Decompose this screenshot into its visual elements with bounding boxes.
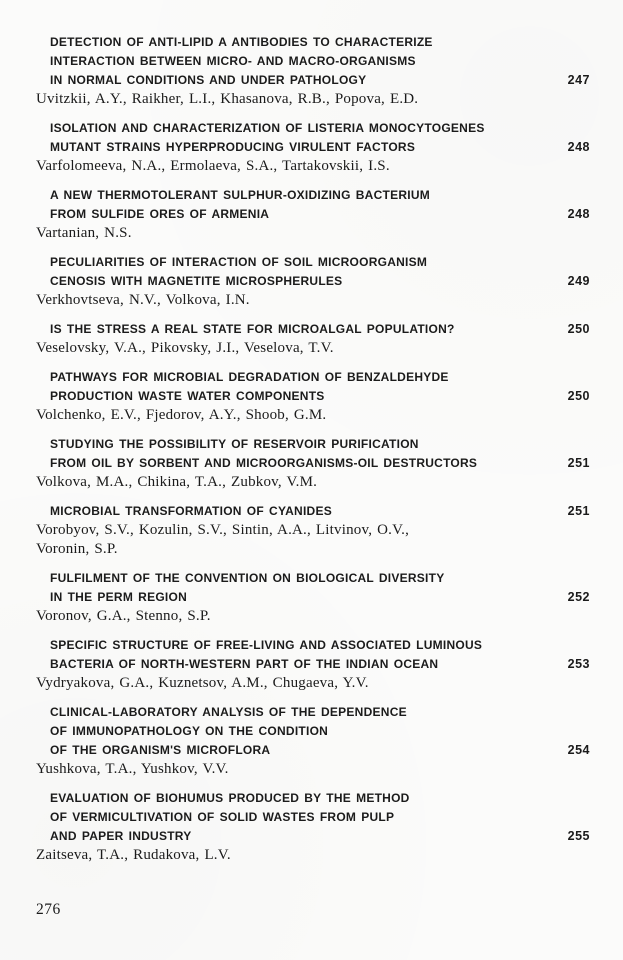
entry-authors bbox=[36, 291, 590, 310]
entry-authors bbox=[36, 521, 590, 559]
entry-authors bbox=[36, 760, 590, 779]
entry-title bbox=[36, 636, 482, 674]
entry-title-block bbox=[36, 703, 590, 760]
entry-title-line: CLINICAL-LABORATORY ANALYSIS OF THE DEPENDENCE bbox=[50, 705, 407, 719]
entry-title-line: FULFILMENT OF THE CONVENTION ON BIOLOGICAL DIVERSITY bbox=[50, 571, 445, 585]
entry-page-number: 247 bbox=[567, 73, 590, 87]
entry-title-line: FROM OIL BY SORBENT AND MICROORGANISMS-OIL DESTRUCTORS bbox=[50, 456, 478, 470]
entry-title bbox=[36, 320, 455, 339]
entry-title-line: PECULIARITIES OF INTERACTION OF SOIL MICROORGANISM bbox=[50, 255, 428, 269]
entry-title-line: IN THE PERM REGION bbox=[50, 590, 188, 604]
entry-author-line: Volchenko, E.V., Fjedorov, A.Y., Shoob, G.M. bbox=[36, 407, 327, 423]
entry-title bbox=[36, 789, 410, 846]
entry-authors bbox=[36, 674, 590, 693]
entry-author-line: Vartanian, N.S. bbox=[36, 225, 132, 241]
entry-title-block bbox=[36, 253, 590, 291]
toc-list bbox=[36, 33, 590, 875]
page-number-footer: 276 bbox=[36, 901, 61, 918]
entry-title-block bbox=[36, 119, 590, 157]
entry-author-line: Volkova, M.A., Chikina, T.A., Zubkov, V.M. bbox=[36, 474, 318, 490]
entry-title bbox=[36, 33, 433, 90]
entry-authors bbox=[36, 339, 590, 358]
entry-authors bbox=[36, 157, 590, 176]
entry-authors bbox=[36, 90, 590, 109]
entry-author-line: Verkhovtseva, N.V., Volkova, I.N. bbox=[36, 292, 250, 308]
toc-entry bbox=[36, 368, 590, 425]
entry-title-line: PRODUCTION WASTE WATER COMPONENTS bbox=[50, 389, 325, 403]
entry-title-block bbox=[36, 435, 590, 473]
entry-title-line: PATHWAYS FOR MICROBIAL DEGRADATION OF BENZALDEHYDE bbox=[50, 370, 449, 384]
entry-title bbox=[36, 569, 444, 607]
entry-title-line: OF IMMUNOPATHOLOGY ON THE CONDITION bbox=[50, 724, 329, 738]
entry-page-number: 252 bbox=[567, 590, 590, 604]
toc-entry bbox=[36, 320, 590, 358]
toc-entry bbox=[36, 435, 590, 492]
entry-title bbox=[36, 119, 485, 157]
entry-title-line: MUTANT STRAINS HYPERPRODUCING VIRULENT FACTORS bbox=[50, 140, 416, 154]
entry-title-line: IN NORMAL CONDITIONS AND UNDER PATHOLOGY bbox=[50, 73, 367, 87]
entry-author-line: Varfolomeeva, N.A., Ermolaeva, S.A., Tartakovskii, I.S. bbox=[36, 158, 390, 174]
toc-entry bbox=[36, 33, 590, 109]
entry-page-number: 251 bbox=[567, 456, 590, 470]
entry-authors bbox=[36, 224, 590, 243]
entry-title-block bbox=[36, 636, 590, 674]
entry-title-block bbox=[36, 569, 590, 607]
entry-page-number: 251 bbox=[567, 504, 590, 518]
entry-title-line: IS THE STRESS A REAL STATE FOR MICROALGAL POPULATION? bbox=[50, 322, 455, 336]
entry-author-line: Vydryakova, G.A., Kuznetsov, A.M., Chugaeva, Y.V. bbox=[36, 675, 369, 691]
toc-entry bbox=[36, 569, 590, 626]
entry-title-line: A NEW THERMOTOLERANT SULPHUR-OXIDIZING BACTERIUM bbox=[50, 188, 430, 202]
entry-page-number: 248 bbox=[567, 140, 590, 154]
entry-title-line: ISOLATION AND CHARACTERIZATION OF LISTERIA MONOCYTOGENES bbox=[50, 121, 485, 135]
entry-page-number: 250 bbox=[567, 389, 590, 403]
entry-title-line: OF THE ORGANISM'S MICROFLORA bbox=[50, 743, 271, 757]
entry-page-number: 255 bbox=[567, 829, 590, 843]
toc-entry bbox=[36, 119, 590, 176]
entry-authors bbox=[36, 406, 590, 425]
entry-page-number: 250 bbox=[567, 322, 590, 336]
entry-title-line: INTERACTION BETWEEN MICRO- AND MACRO-ORGANISMS bbox=[50, 54, 416, 68]
toc-entry bbox=[36, 502, 590, 559]
entry-title-line: SPECIFIC STRUCTURE OF FREE-LIVING AND ASSOCIATED LUMINOUS bbox=[50, 638, 483, 652]
entry-author-line: Yushkova, T.A., Yushkov, V.V. bbox=[36, 761, 229, 777]
entry-title-block bbox=[36, 33, 590, 90]
toc-entry bbox=[36, 636, 590, 693]
entry-author-line: Uvitzkii, A.Y., Raikher, L.I., Khasanova, R.B., Popova, E.D. bbox=[36, 91, 419, 107]
entry-title-line: STUDYING THE POSSIBILITY OF RESERVOIR PURIFICATION bbox=[50, 437, 419, 451]
entry-title-line: CENOSIS WITH MAGNETITE MICROSPHERULES bbox=[50, 274, 343, 288]
entry-authors bbox=[36, 607, 590, 626]
entry-title-line: EVALUATION OF BIOHUMUS PRODUCED BY THE METHOD bbox=[50, 791, 410, 805]
entry-title-line: FROM SULFIDE ORES OF ARMENIA bbox=[50, 207, 270, 221]
entry-title-line: BACTERIA OF NORTH-WESTERN PART OF THE INDIAN OCEAN bbox=[50, 657, 439, 671]
entry-authors bbox=[36, 473, 590, 492]
entry-title-block bbox=[36, 789, 590, 846]
toc-entry bbox=[36, 789, 590, 865]
entry-title-block bbox=[36, 368, 590, 406]
entry-author-line: Vorobyov, S.V., Kozulin, S.V., Sintin, A.A., Litvinov, O.V., bbox=[36, 522, 410, 538]
entry-page-number: 248 bbox=[567, 207, 590, 221]
entry-title bbox=[36, 368, 449, 406]
entry-page-number: 253 bbox=[567, 657, 590, 671]
entry-title-line: AND PAPER INDUSTRY bbox=[50, 829, 192, 843]
toc-entry bbox=[36, 703, 590, 779]
entry-author-line: Veselovsky, V.A., Pikovsky, J.I., Veselova, T.V. bbox=[36, 340, 334, 356]
entry-title bbox=[36, 703, 407, 760]
entry-title-line: OF VERMICULTIVATION OF SOLID WASTES FROM PULP bbox=[50, 810, 395, 824]
toc-entry bbox=[36, 186, 590, 243]
entry-page-number: 249 bbox=[567, 274, 590, 288]
entry-title bbox=[36, 435, 477, 473]
entry-title-block bbox=[36, 320, 590, 339]
toc-entry bbox=[36, 253, 590, 310]
entry-title bbox=[36, 186, 430, 224]
entry-author-line: Zaitseva, T.A., Rudakova, L.V. bbox=[36, 847, 231, 863]
entry-title-line: MICROBIAL TRANSFORMATION OF CYANIDES bbox=[50, 504, 332, 518]
entry-author-line: Voronov, G.A., Stenno, S.P. bbox=[36, 608, 211, 624]
entry-author-line: Voronin, S.P. bbox=[36, 541, 118, 557]
entry-authors bbox=[36, 846, 590, 865]
entry-title-line: DETECTION OF ANTI-LIPID A ANTIBODIES TO CHARACTERIZE bbox=[50, 35, 433, 49]
entry-title bbox=[36, 502, 332, 521]
entry-title bbox=[36, 253, 427, 291]
entry-page-number: 254 bbox=[567, 743, 590, 757]
entry-title-block bbox=[36, 502, 590, 521]
entry-title-block bbox=[36, 186, 590, 224]
